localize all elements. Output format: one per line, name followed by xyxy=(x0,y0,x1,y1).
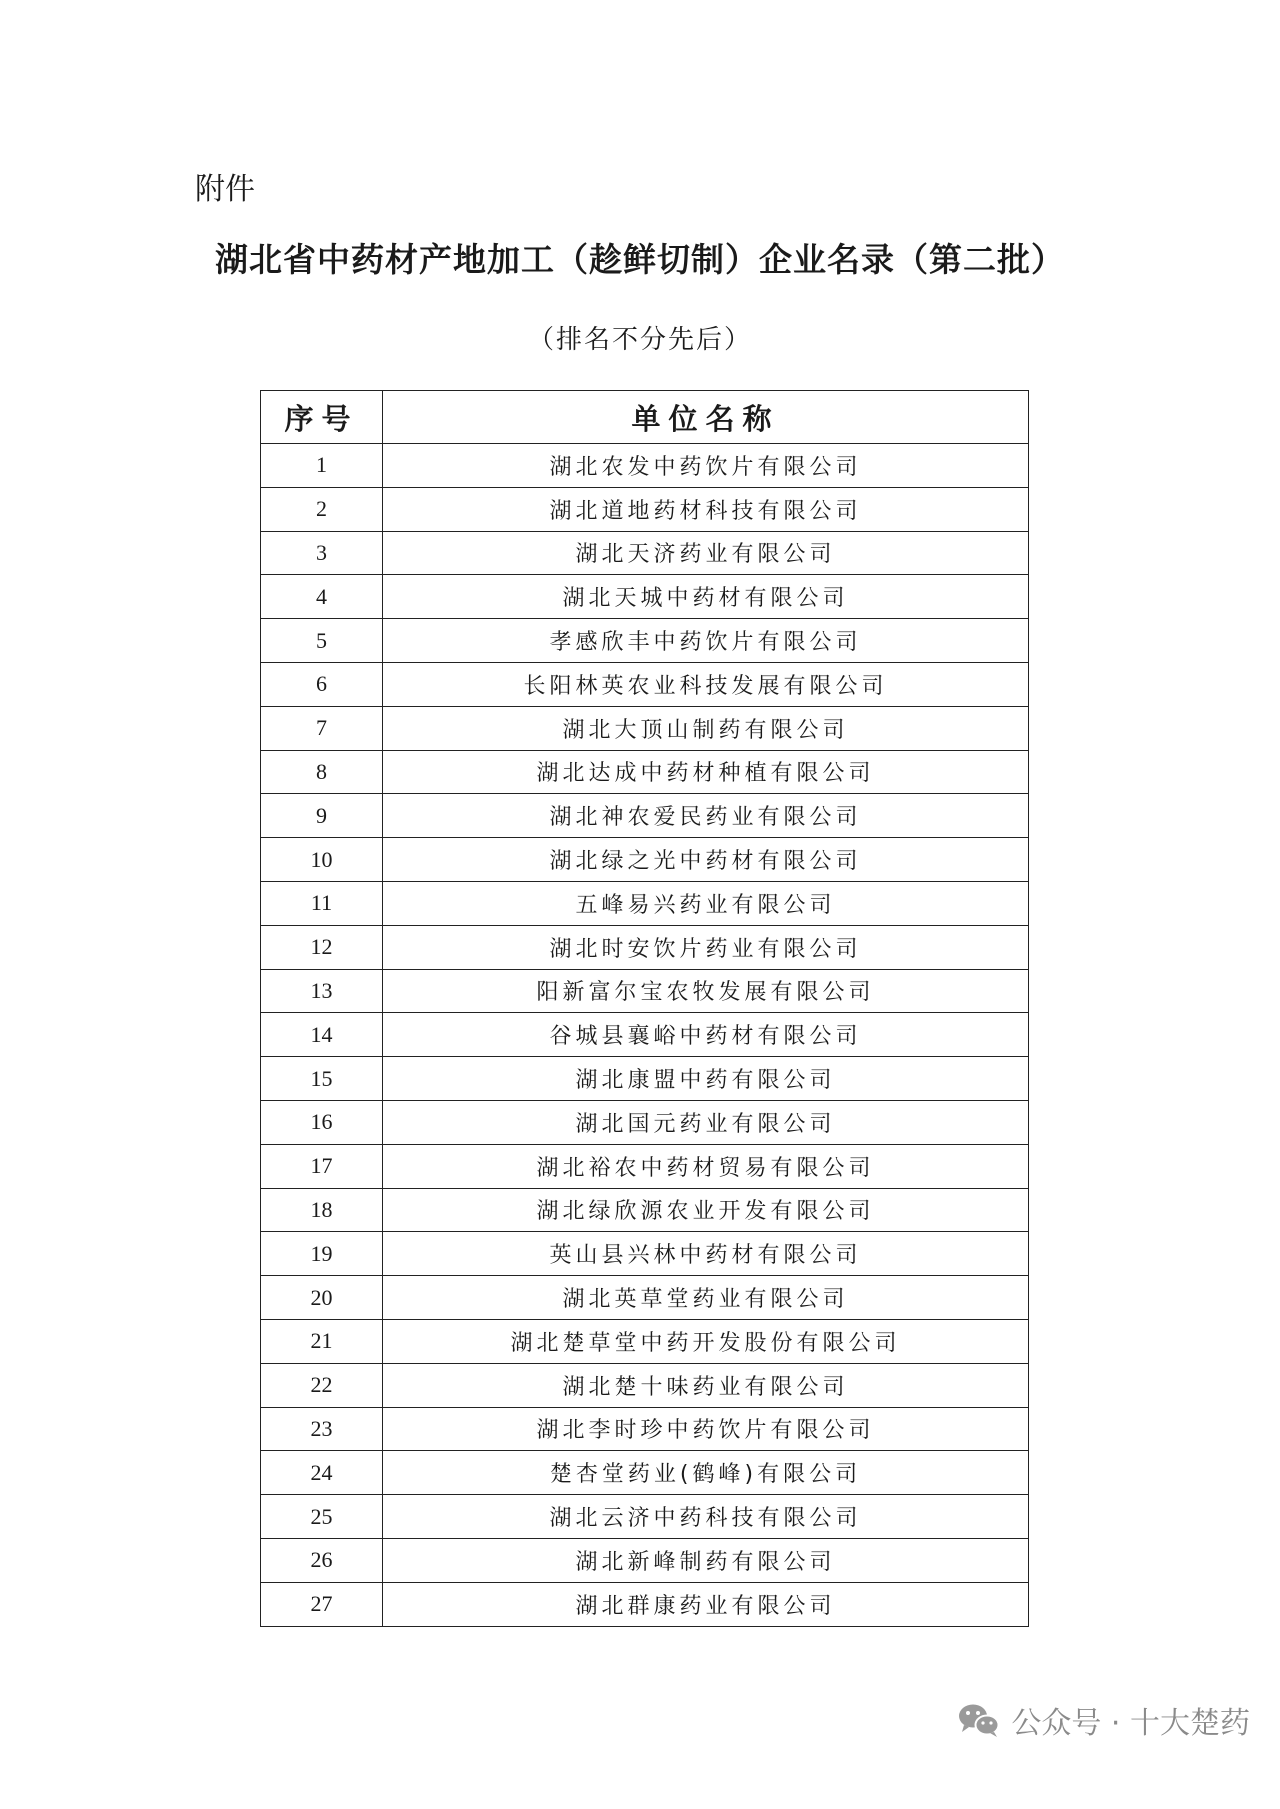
row-index: 15 xyxy=(261,1057,383,1101)
row-company-name: 湖北农发中药饮片有限公司 xyxy=(383,444,1029,488)
row-company-name: 湖北云济中药科技有限公司 xyxy=(383,1495,1029,1539)
table-row xyxy=(261,838,1029,882)
table-row xyxy=(261,1100,1029,1144)
row-index: 12 xyxy=(261,925,383,969)
row-index: 26 xyxy=(261,1538,383,1582)
table-body xyxy=(261,444,1029,1627)
row-index: 4 xyxy=(261,575,383,619)
watermark-text: 公众号 · 十大楚药 xyxy=(1011,1706,1250,1741)
table-row xyxy=(261,1319,1029,1363)
table-row xyxy=(261,1013,1029,1057)
table-row xyxy=(261,1451,1029,1495)
watermark xyxy=(957,1698,1250,1742)
row-index: 9 xyxy=(261,794,383,838)
row-company-name: 湖北达成中药材种植有限公司 xyxy=(383,750,1029,794)
row-company-name: 孝感欣丰中药饮片有限公司 xyxy=(383,619,1029,663)
row-index: 1 xyxy=(261,444,383,488)
table-row xyxy=(261,1582,1029,1626)
row-company-name: 阳新富尔宝农牧发展有限公司 xyxy=(383,969,1029,1013)
row-company-name: 湖北康盟中药有限公司 xyxy=(383,1057,1029,1101)
row-index: 21 xyxy=(261,1319,383,1363)
table-row xyxy=(261,662,1029,706)
row-index: 23 xyxy=(261,1407,383,1451)
row-company-name: 湖北天城中药材有限公司 xyxy=(383,575,1029,619)
table-row xyxy=(261,1363,1029,1407)
table-row xyxy=(261,1144,1029,1188)
row-index: 2 xyxy=(261,487,383,531)
row-index: 16 xyxy=(261,1100,383,1144)
row-company-name: 谷城县襄峪中药材有限公司 xyxy=(383,1013,1029,1057)
row-index: 7 xyxy=(261,706,383,750)
row-index: 22 xyxy=(261,1363,383,1407)
row-company-name: 湖北天济药业有限公司 xyxy=(383,531,1029,575)
row-company-name: 湖北神农爱民药业有限公司 xyxy=(383,794,1029,838)
row-index: 13 xyxy=(261,969,383,1013)
row-company-name: 五峰易兴药业有限公司 xyxy=(383,881,1029,925)
table-row xyxy=(261,925,1029,969)
table-row xyxy=(261,619,1029,663)
table-row xyxy=(261,575,1029,619)
attachment-label: 附件 xyxy=(195,172,255,207)
row-company-name: 湖北大顶山制药有限公司 xyxy=(383,706,1029,750)
row-index: 6 xyxy=(261,662,383,706)
row-company-name: 湖北英草堂药业有限公司 xyxy=(383,1276,1029,1320)
row-index: 17 xyxy=(261,1144,383,1188)
table-row xyxy=(261,706,1029,750)
table-row xyxy=(261,1495,1029,1539)
row-company-name: 湖北道地药材科技有限公司 xyxy=(383,487,1029,531)
row-index: 27 xyxy=(261,1582,383,1626)
row-index: 25 xyxy=(261,1495,383,1539)
row-company-name: 长阳林英农业科技发展有限公司 xyxy=(383,662,1029,706)
row-index: 24 xyxy=(261,1451,383,1495)
table-row xyxy=(261,1407,1029,1451)
table-row xyxy=(261,531,1029,575)
row-company-name: 湖北绿欣源农业开发有限公司 xyxy=(383,1188,1029,1232)
row-company-name: 湖北楚十味药业有限公司 xyxy=(383,1363,1029,1407)
company-table xyxy=(260,390,1029,1627)
table-row xyxy=(261,1057,1029,1101)
row-index: 3 xyxy=(261,531,383,575)
header-index: 序号 xyxy=(261,391,383,444)
row-index: 19 xyxy=(261,1232,383,1276)
header-name: 单位名称 xyxy=(383,391,1029,444)
table-row xyxy=(261,444,1029,488)
table-row xyxy=(261,969,1029,1013)
table-row xyxy=(261,881,1029,925)
row-index: 11 xyxy=(261,881,383,925)
row-company-name: 英山县兴林中药材有限公司 xyxy=(383,1232,1029,1276)
table-header-row xyxy=(261,391,1029,444)
row-company-name: 湖北新峰制药有限公司 xyxy=(383,1538,1029,1582)
row-company-name: 湖北李时珍中药饮片有限公司 xyxy=(383,1407,1029,1451)
row-company-name: 湖北绿之光中药材有限公司 xyxy=(383,838,1029,882)
row-company-name: 楚杏堂药业(鹤峰)有限公司 xyxy=(383,1451,1029,1495)
page-title: 湖北省中药材产地加工（趁鲜切制）企业名录（第二批） xyxy=(215,240,1065,279)
table-row xyxy=(261,750,1029,794)
row-index: 20 xyxy=(261,1276,383,1320)
table-row xyxy=(261,794,1029,838)
table-row xyxy=(261,1276,1029,1320)
row-index: 8 xyxy=(261,750,383,794)
row-company-name: 湖北国元药业有限公司 xyxy=(383,1100,1029,1144)
row-company-name: 湖北群康药业有限公司 xyxy=(383,1582,1029,1626)
table-row xyxy=(261,487,1029,531)
row-company-name: 湖北裕农中药材贸易有限公司 xyxy=(383,1144,1029,1188)
row-company-name: 湖北楚草堂中药开发股份有限公司 xyxy=(383,1319,1029,1363)
row-index: 18 xyxy=(261,1188,383,1232)
row-index: 14 xyxy=(261,1013,383,1057)
row-index: 5 xyxy=(261,619,383,663)
row-index: 10 xyxy=(261,838,383,882)
table-row xyxy=(261,1188,1029,1232)
table-row xyxy=(261,1538,1029,1582)
wechat-icon xyxy=(957,1701,1001,1739)
row-company-name: 湖北时安饮片药业有限公司 xyxy=(383,925,1029,969)
table-row xyxy=(261,1232,1029,1276)
page-subtitle: （排名不分先后） xyxy=(527,325,752,355)
